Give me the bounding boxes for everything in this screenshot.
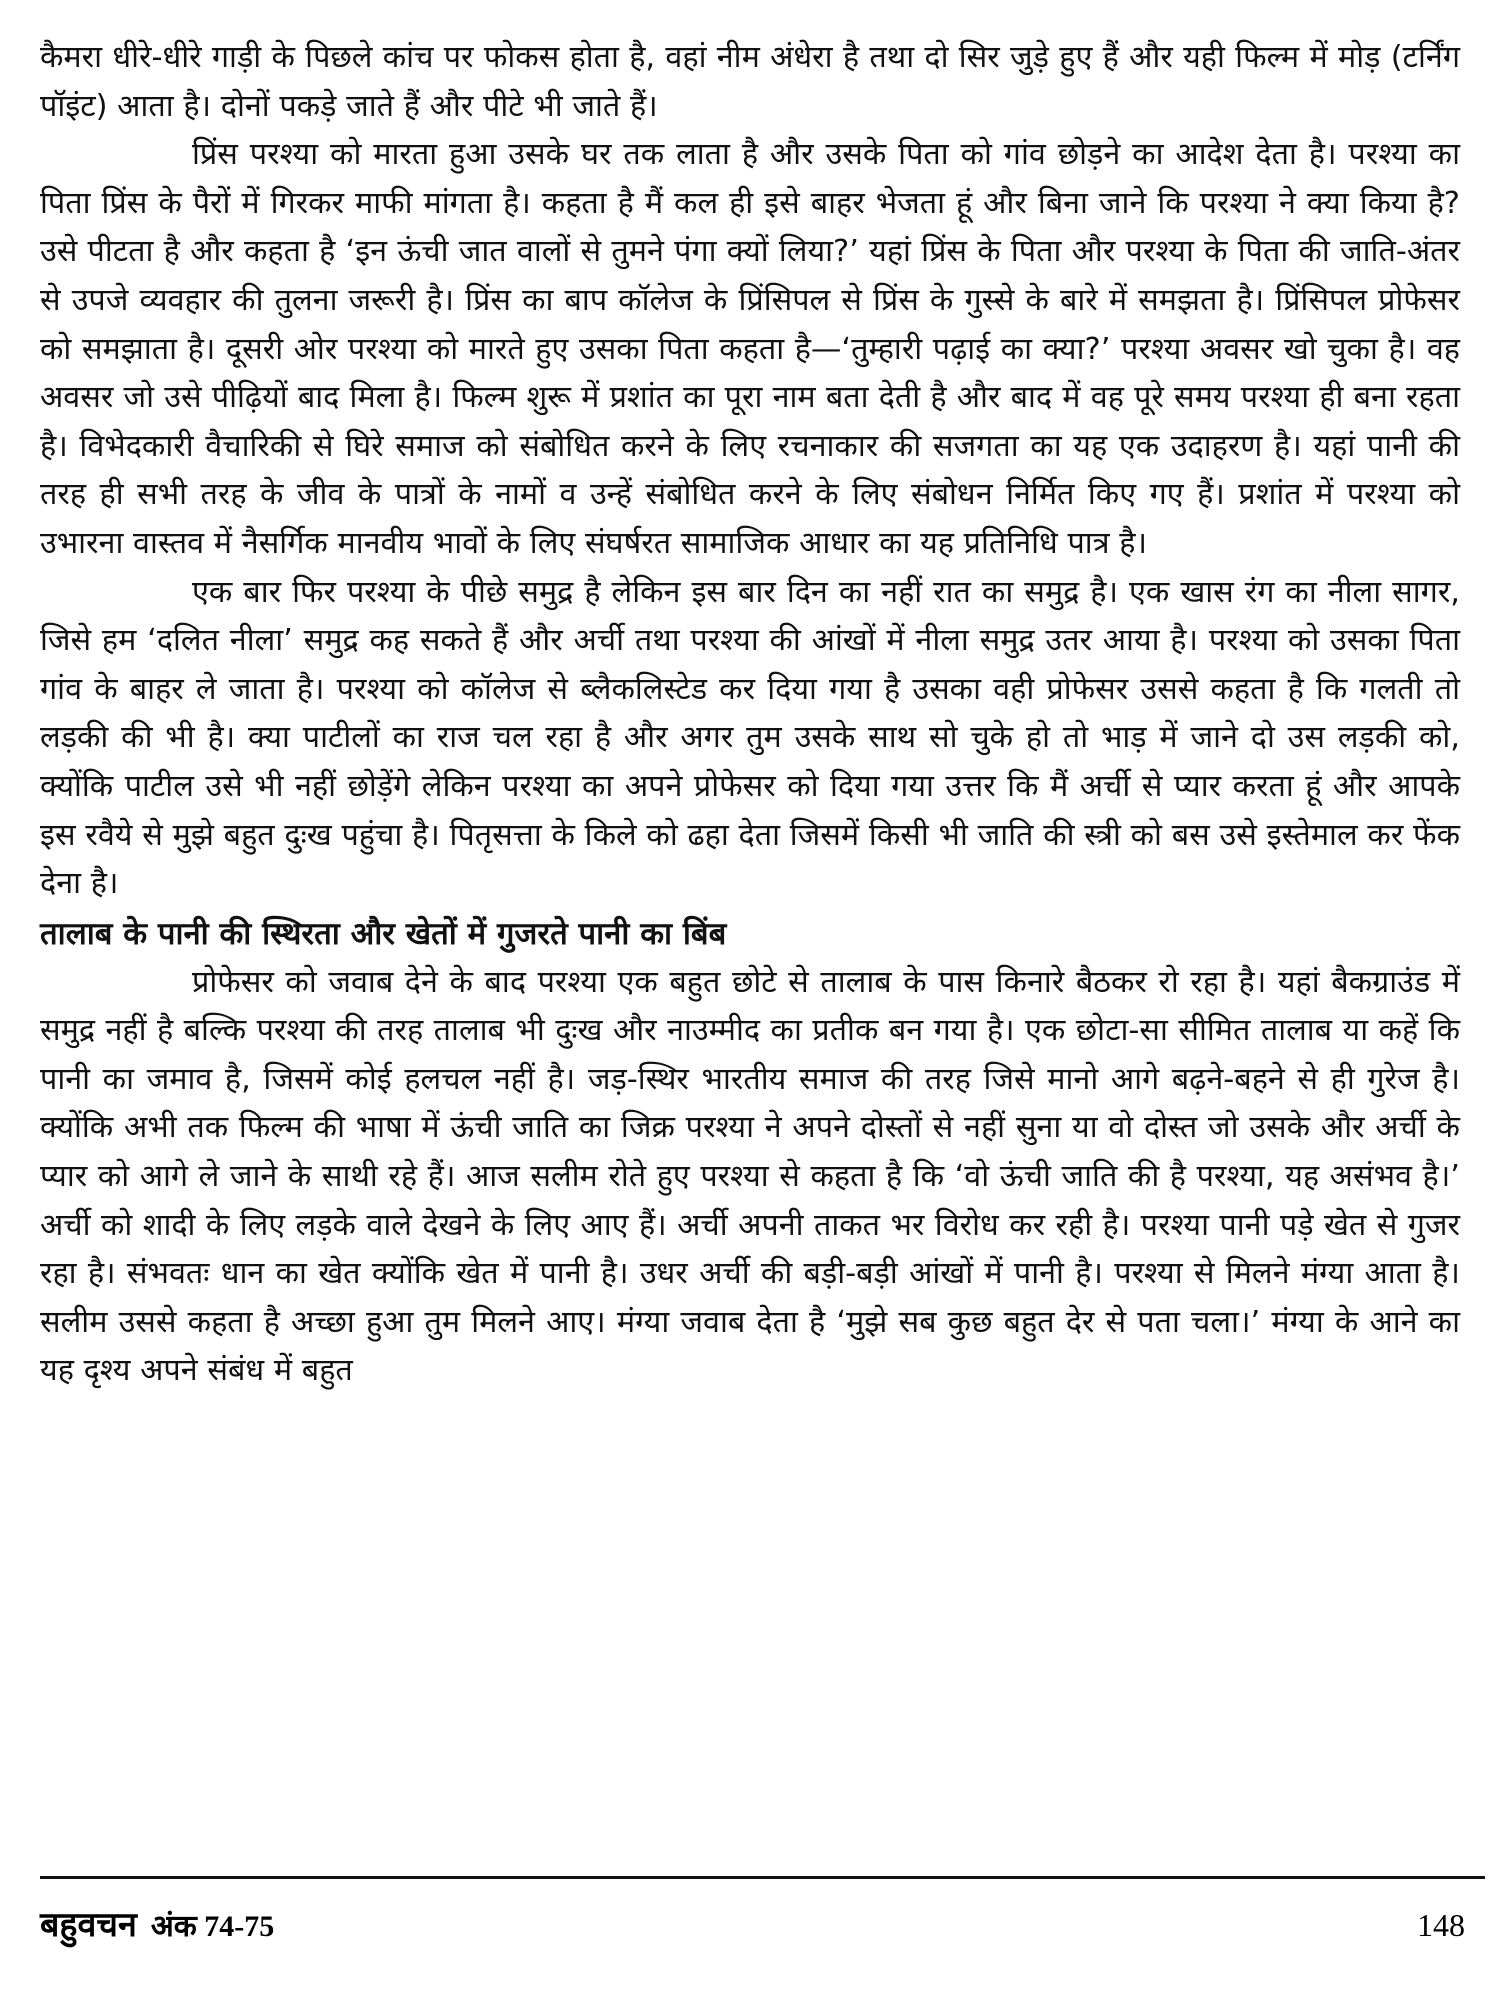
footer-journal-info xyxy=(40,1900,274,1946)
paragraph-1: कैमरा धीरे-धीरे गाड़ी के पिछले कांच पर फोकस होता है, वहां नीम अंधेरा है तथा दो सिर जुड़े हुए हैं और यही फिल्म में मोड़ (टर्निंग पॉइंट) आता है। दोनों पकड़े जाते हैं और पीटे भी जाते हैं। xyxy=(40,40,1460,124)
footer-rule xyxy=(40,1876,1485,1879)
paragraph-4: प्रोफेसर को जवाब देने के बाद परश्या एक बहुत छोटे से तालाब के पास किनारे बैठकर रो रहा है। यहां बैकग्राउंड में समुद्र नहीं है बल्कि परश्या की तरह तालाब भी दुःख और नाउम्मीद का प्रतीक बन गया है। एक छोटा-सा सीमित तालाब या कहें कि पानी का जमाव है, जिसमें कोई हलचल नहीं है। जड़-स्थिर भारतीय समाज की तरह जिसे मानो आगे बढ़ने-बहने से ही गुरेज है। क्योंकि अभी तक फिल्म की भाषा में ऊंची जाति का जिक्र परश्या ने अपने दोस्तों से नहीं सुना या वो दोस्त जो उसके और अर्ची के प्यार को आगे ले जाने के साथी रहे हैं। आज सलीम रोते हुए परश्या से कहता है कि ‘वो ऊंची जाति की है परश्या, यह असंभव है।’ अर्ची को शादी के लिए लड़के वाले देखने के लिए आए हैं। अर्ची अपनी ताकत भर विरोध कर रही है। परश्या पानी पड़े खेत से गुजर रहा है। संभवतः धान का खेत क्योंकि खेत में पानी है। उधर अर्ची की बड़ी-बड़ी आंखों में पानी है। परश्या से मिलने मंग्या आता है। सलीम उससे कहता है अच्छा हुआ तुम मिलने आए। मंग्या जवाब देता है ‘मुझे सब कुछ बहुत देर से पता चला।’ मंग्या के आने का यह दृश्य अपने संबंध में बहुत xyxy=(40,964,1460,1389)
issue-number: अंक 74-75 xyxy=(150,1910,275,1943)
paragraph-2: प्रिंस परश्या को मारता हुआ उसके घर तक लाता है और उसके पिता को गांव छोड़ने का आदेश देता है। परश्या का पिता प्रिंस के पैरों में गिरकर माफी मांगता है। कहता है मैं कल ही इसे बाहर भेजता हूं और बिना जाने कि परश्या ने क्या किया है? उसे पीटता है और कहता है ‘इन ऊंची जात वालों से तुमने पंगा क्यों लिया?’ यहां प्रिंस के पिता और परश्या के पिता की जाति-अंतर से उपजे व्यवहार की तुलना जरूरी है। प्रिंस का बाप कॉलेज के प्रिंसिपल से प्रिंस के गुस्से के बारे में समझता है। प्रिंसिपल प्रोफेसर को समझाता है। दूसरी ओर परश्या को मारते हुए उसका पिता कहता है—‘तुम्हारी पढ़ाई का क्या?’ परश्या अवसर खो चुका है। वह अवसर जो उसे पीढ़ियों बाद मिला है। फिल्म शुरू में प्रशांत का पूरा नाम बता देती है और बाद में वह पूरे समय परश्या ही बना रहता है। विभेदकारी वैचारिकी से घिरे समाज को संबोधित करने के लिए रचनाकार की सजगता का यह एक उदाहरण है। यहां पानी की तरह ही सभी तरह के जीव के पात्रों के नामों व उन्हें संबोधित करने के लिए संबोधन निर्मित किए गए हैं। प्रशांत में परश्या को उभारना वास्तव में नैसर्गिक मानवीय भावों के लिए संघर्षरत सामाजिक आधार का यह प्रतिनिधि पात्र है। xyxy=(40,137,1460,561)
section-heading: तालाब के पानी की स्थिरता और खेतों में गुजरते पानी का बिंब xyxy=(40,915,727,952)
journal-name: बहुवचन xyxy=(40,1905,137,1945)
paragraph-3: एक बार फिर परश्या के पीछे समुद्र है लेकिन इस बार दिन का नहीं रात का समुद्र है। एक खास रंग का नीला सागर, जिसे हम ‘दलित नीला’ समुद्र कह सकते हैं और अर्ची तथा परश्या की आंखों में नीला समुद्र उतर आया है। परश्या को उसका पिता गांव के बाहर ले जाता है। परश्या को कॉलेज से ब्लैकलिस्टेड कर दिया गया है उसका वही प्रोफेसर उससे कहता है कि गलती तो लड़की की भी है। क्या पाटीलों का राज चल रहा है और अगर तुम उसके साथ सो चुके हो तो भाड़ में जाने दो उस लड़की को, क्योंकि पाटील उसे भी नहीं छोड़ेंगे लेकिन परश्या का अपने प्रोफेसर को दिया गया उत्तर कि मैं अर्ची से प्यार करता हूं और आपके इस रवैये से मुझे बहुत दुःख पहुंचा है। पितृसत्ता के किले को ढहा देता जिसमें किसी भी जाति की स्त्री को बस उसे इस्तेमाल कर फेंक देना है। xyxy=(40,574,1460,902)
page-number: 148 xyxy=(1417,1907,1465,1943)
page-footer xyxy=(40,1900,1485,1946)
